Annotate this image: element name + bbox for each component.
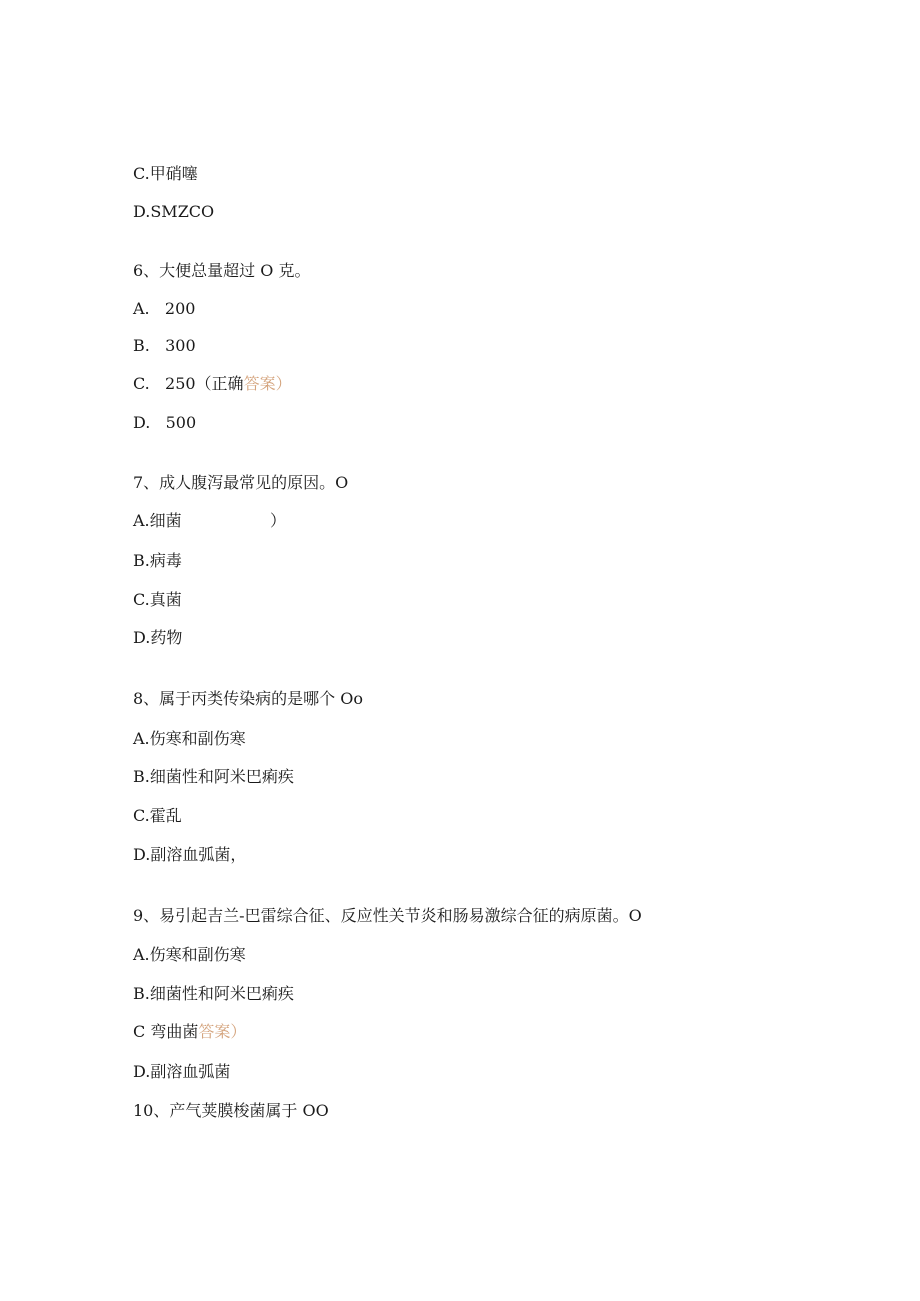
q9-option-d: D.副溶血弧菌 [133,1062,231,1081]
q5-option-c: C.甲硝噻 [133,164,198,183]
q7-option-c: C.真菌 [133,590,182,609]
q6-option-b: B. 300 [133,336,196,355]
q6-option-c-text: C. 250（正确 [133,374,244,393]
q10-question: 10、产气荚膜梭菌属于 OO [133,1101,329,1120]
q8-option-b: B.细菌性和阿米巴痢疾 [133,767,294,786]
q7-option-b: B.病毒 [133,551,182,570]
q7-option-a-paren: ） [270,511,287,530]
q8-option-d: D.副溶血弧菌， [133,845,247,864]
q8-option-a: A.伤寒和副伤寒 [133,729,246,748]
q9-option-b: B.细菌性和阿米巴痢疾 [133,984,294,1003]
q7-question: 7、成人腹泻最常见的原因。O [133,473,349,492]
q6-option-a: A. 200 [133,299,196,318]
q7-option-a-text: A.细菌 [133,511,182,530]
q9-option-c-answer-mark: 答案） [198,1022,247,1041]
q9-option-a: A.伤寒和副伤寒 [133,945,246,964]
q6-option-c [133,374,292,394]
q9-option-c-text: C 弯曲菌 [133,1022,199,1041]
q9-question: 9、易引起吉兰-巴雷综合征、反应性关节炎和肠易激综合征的病原菌。O [133,906,642,925]
q7-option-a [133,511,182,531]
q9-option-c [133,1022,246,1042]
q8-option-c: C.霍乱 [133,806,182,825]
q8-question: 8、属于丙类传染病的是哪个 Oo [133,689,364,708]
q7-option-d: D.药物 [133,628,183,647]
q6-option-d: D. 500 [133,413,197,432]
q6-option-c-answer-mark: 答案） [243,374,292,393]
q5-option-d: D.SMZCO [133,202,215,221]
q6-question: 6、大便总量超过 O 克。 [133,261,311,280]
